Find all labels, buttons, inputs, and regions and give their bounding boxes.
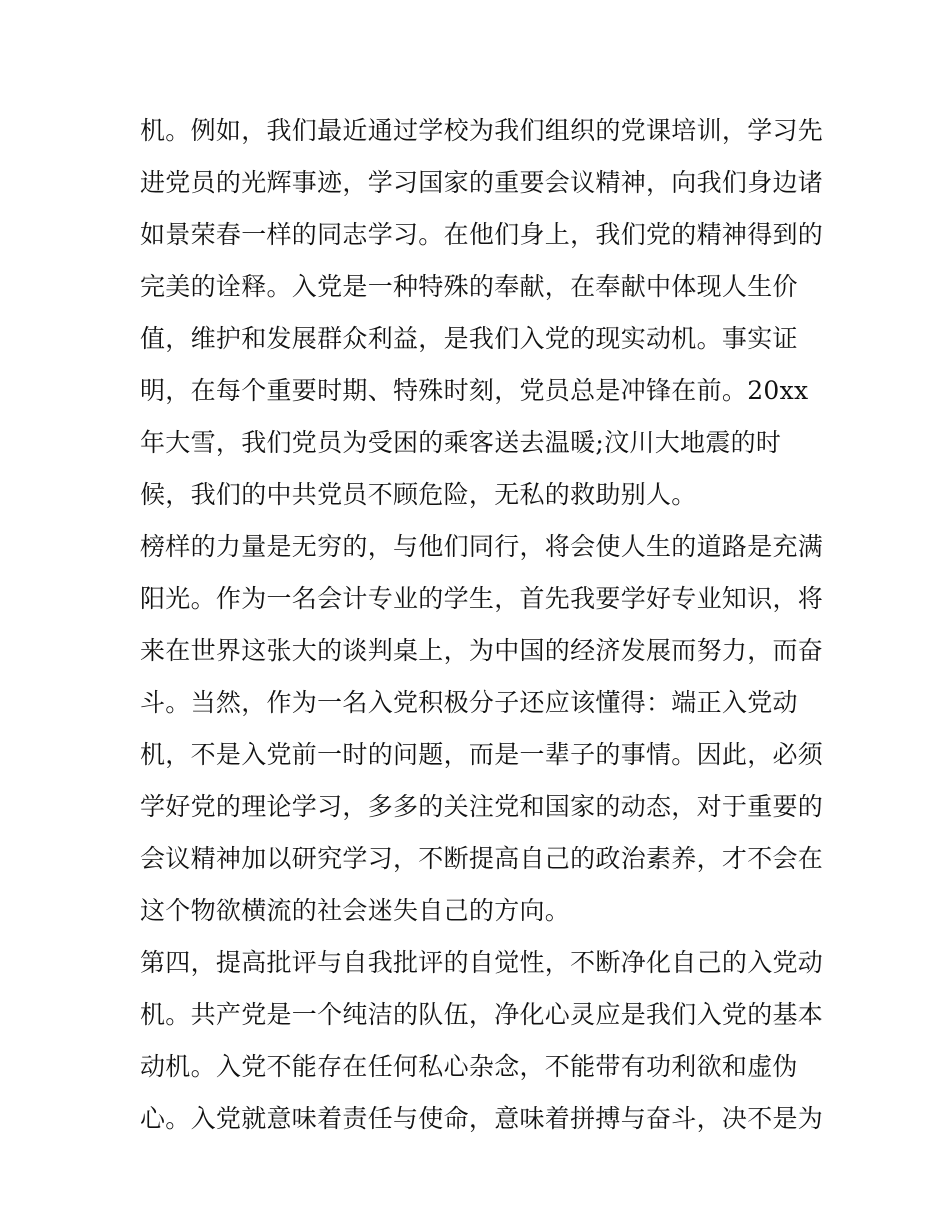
text-line: 会议精神加以研究学习，不断提高自己的政治素养，才不会在 (140, 844, 824, 873)
text-line: 候，我们的中共党员不顾危险，无私的救助别人。 (140, 480, 697, 509)
text-line: 来在世界这张大的谈判桌上，为中国的经济发展而努力，而奋 (140, 636, 824, 665)
text-line: 机，不是入党前一时的问题，而是一辈子的事情。因此，必须 (140, 740, 824, 769)
text-line: 阳光。作为一名会计专业的学生，首先我要学好专业知识，将 (140, 584, 824, 613)
text-line: 学好党的理论学习，多多的关注党和国家的动态，对于重要的 (140, 792, 824, 821)
text-line: 机。例如，我们最近通过学校为我们组织的党课培训，学习先 (140, 116, 824, 145)
text-line: 完美的诠释。入党是一种特殊的奉献，在奉献中体现人生价 (140, 272, 798, 301)
document-body (140, 105, 824, 1145)
text-line: 年大雪，我们党员为受困的乘客送去温暖;汶川大地震的时 (140, 428, 782, 457)
text-line: 这个物欲横流的社会迷失自己的方向。 (140, 896, 571, 925)
text-line: 心。入党就意味着责任与使命，意味着拼搏与奋斗，决不是为 (140, 1104, 824, 1133)
text-line: 明，在每个重要时期、特殊时刻，党员总是冲锋在前。20xx (140, 376, 809, 405)
text-line: 如景荣春一样的同志学习。在他们身上，我们党的精神得到的 (140, 220, 824, 249)
text-line: 榜样的力量是无穷的，与他们同行，将会使人生的道路是充满 (140, 532, 824, 561)
text-line: 第四，提高批评与自我批评的自觉性，不断净化自己的入党动 (140, 948, 824, 977)
text-line: 斗。当然，作为一名入党积极分子还应该懂得：端正入党动 (140, 688, 798, 717)
text-line: 动机。入党不能存在任何私心杂念，不能带有功利欲和虚伪 (140, 1052, 798, 1081)
text-line: 进党员的光辉事迹，学习国家的重要会议精神，向我们身边诸 (140, 168, 824, 197)
text-line: 值，维护和发展群众利益，是我们入党的现实动机。事实证 (140, 324, 798, 353)
text-line: 机。共产党是一个纯洁的队伍，净化心灵应是我们入党的基本 (140, 1000, 824, 1029)
